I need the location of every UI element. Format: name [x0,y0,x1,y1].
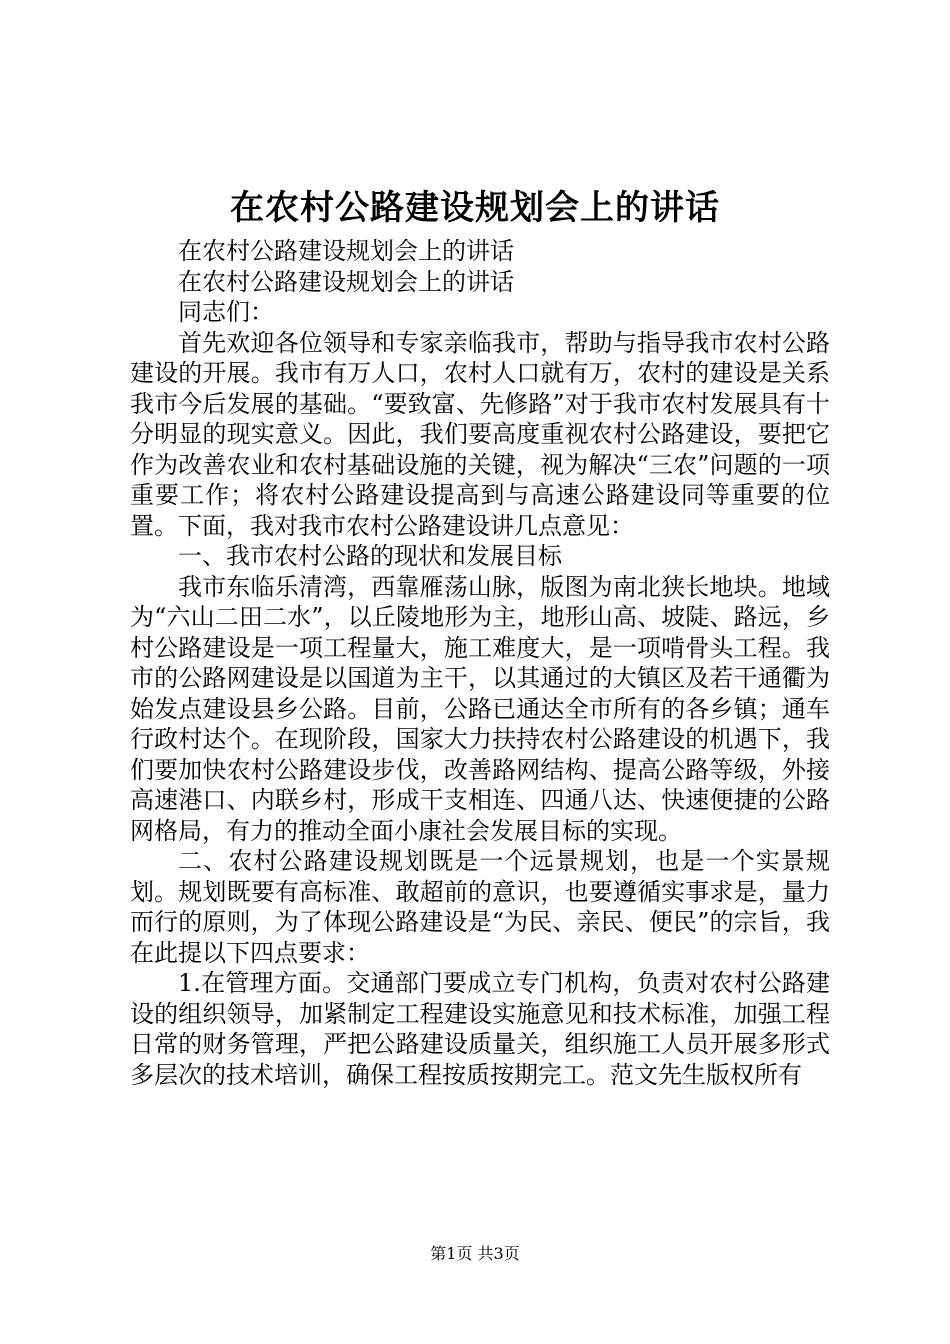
section-heading: 一、我市农村公路的现状和发展目标 [178,542,562,570]
page-footer: 第1页 共3页 [430,1244,520,1263]
subtitle-line: 在农村公路建设规划会上的讲话 [178,237,514,265]
paragraph: 我市东临乐清湾，西靠雁荡山脉，版图为南北狭长地块。地域为“六山二田二水”，以丘陵地形为主，地形山高、坡陡、路远，乡村公路建设是一项工程量大，施工难度大，是一项啃骨头工程。我市的公路网建设是以国道为主干，以其通过的大镇区及若干通衢为始发点建设县乡公路。目前，公路已通达全市所有的各乡镇；通车行政村达个。在现阶段，国家大力扶持农村公路建设的机遇下，我们要加快农村公路建设步伐，改善路网结构、提高公路等级，外接高速港口、内联乡村，形成干支相连、四通八达、快速便捷的公路网格局，有力的推动全面小康社会发展目标的实现。 [130,572,830,845]
subtitle-line: 在农村公路建设规划会上的讲话 [178,267,514,296]
document-title: 在农村公路建设规划会上的讲话 [230,188,720,228]
salutation: 同志们： [178,298,274,326]
document-body [130,236,830,1090]
paragraph: 二、农村公路建设规划既是一个远景规划，也是一个实景规划。规划既要有高标准、敢超前的意识，也要遵循实事求是，量力而行的原则，为了体现公路建设是“为民、亲民、便民”的宗旨，我在此提以下四点要求： [130,847,830,967]
paragraph: 1.在管理方面。交通部门要成立专门机构，负责对农村公路建设的组织领导，加紧制定工程建设实施意见和技术标准，加强工程日常的财务管理，严把公路建设质量关，组织施工人员开展多形式多层次的技术培训，确保工程按质按期完工。范文先生版权所有 [130,969,830,1089]
paragraph: 首先欢迎各位领导和专家亲临我市，帮助与指导我市农村公路建设的开展。我市有万人口，农村人口就有万，农村的建设是关系我市今后发展的基础。“要致富、先修路”对于我市农村发展具有十分明显的现实意义。因此，我们要高度重视农村公路建设，要把它作为改善农业和农村基础设施的关键，视为解决“三农”问题的一项重要工作；将农村公路建设提高到与高速公路建设同等重要的位置。下面，我对我市农村公路建设讲几点意见： [130,328,830,540]
